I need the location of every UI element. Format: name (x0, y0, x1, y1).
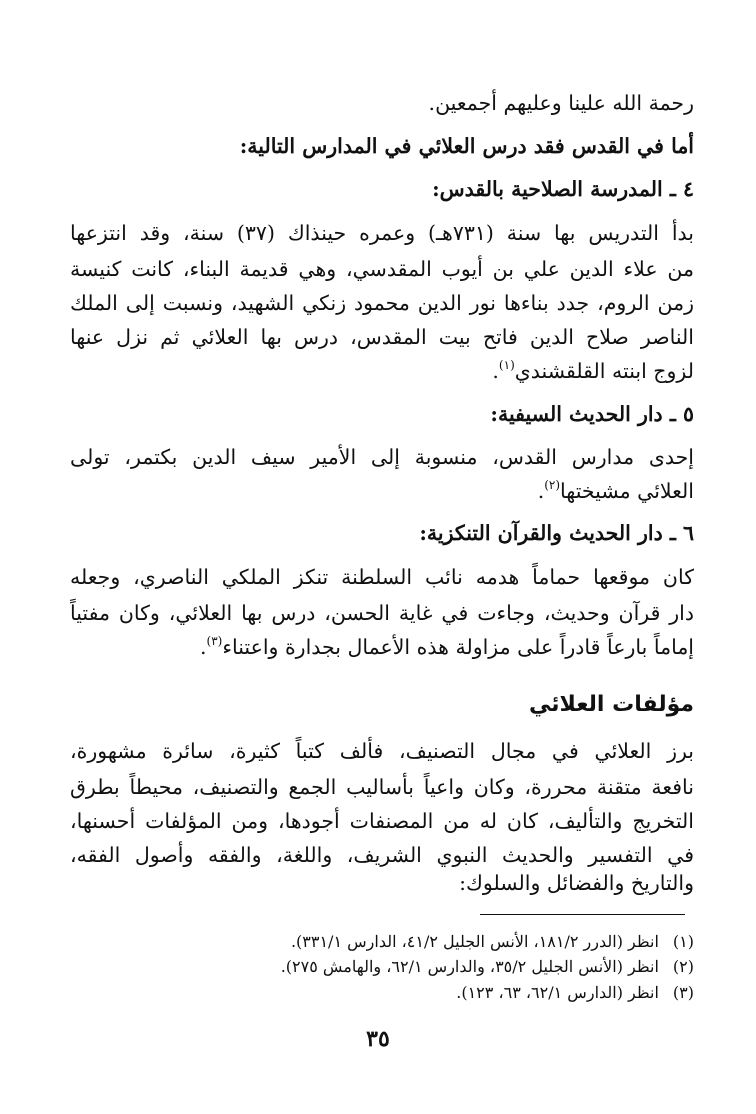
footnote-number: (١) (672, 932, 694, 951)
text-line: من علاء الدين علي بن أيوب المقدسي، وهي قديمة البناء، كانت كنيسة (70, 257, 694, 281)
footnote-ref[interactable]: (٣) (206, 634, 223, 648)
footnote-number: (٢) (672, 957, 694, 976)
text-line: نافعة متقنة محررة، وكان واعياً بأساليب الجمع والتصنيف، محيطاً بطرق (70, 775, 694, 799)
section-6-heading: ٦ ـ دار الحديث والقرآن التنكزية: (419, 521, 694, 545)
footnote-text: انظر (الدرر ١٨١/٢، الأنس الجليل ٤١/٢، الدارس ٣٣١/١). (290, 932, 659, 951)
footnote-ref[interactable]: (١) (498, 358, 515, 372)
footnote (120, 930, 694, 954)
footnote-ref[interactable]: (٢) (544, 478, 561, 492)
section-number: ٤ (682, 177, 694, 201)
text-line: والتاريخ والفضائل والسلوك: (459, 871, 694, 895)
text-line: برز العلائي في مجال التصنيف، فألف كتباً كثيرة، سائرة مشهورة، (70, 739, 694, 763)
text-line (70, 86, 694, 120)
section-number: ٥ (682, 402, 694, 426)
continuation-text: رحمة الله علينا وعليهم أجمعين. (428, 91, 694, 115)
text-line: كان موقعها حماماً هدمه نائب السلطنة تنكز الملكي الناصري، وجعله (70, 565, 694, 589)
text-line: إماماً بارعاً قادراً على مزاولة هذه الأعمال بجدارة واعتناء$^{(٣)}$. (199, 634, 694, 659)
footnote-number: (٣) (672, 983, 694, 1002)
text-line: التخريج والتأليف، كان له من المصنفات أجودها، ومن المؤلفات أحسنها، (70, 809, 694, 833)
section-title: المدرسة الصلاحية بالقدس: (432, 177, 663, 201)
section-5-heading: ٥ ـ دار الحديث السيفية: (490, 402, 694, 426)
section-title: دار الحديث والقرآن التنكزية: (419, 521, 663, 545)
text-line: إحدى مدارس القدس، منسوبة إلى الأمير سيف الدين بكتمر، تولى (70, 445, 694, 469)
text-line: لزوج ابنته القلقشندي$^{(١)}$. (492, 358, 694, 383)
footnote (120, 955, 694, 979)
page-number: ٣٥ (366, 1026, 390, 1052)
section-title: دار الحديث السيفية: (490, 402, 663, 426)
section-4-heading: ٤ ـ المدرسة الصلاحية بالقدس: (432, 177, 694, 201)
section-number: ٦ (682, 521, 694, 545)
text-line: دار قرآن وحديث، وجاءت في غاية الحسن، درس بها العلائي، وكان مفتياً (70, 601, 694, 625)
footnote-text: انظر (الدارس ٦٢/١، ٦٣، ١٢٣). (456, 983, 659, 1002)
text-line: زمن الروم، جدد بناءها نور الدين محمود زنكي الشهيد، ونسبت إلى الملك (70, 291, 694, 315)
text-line: الناصر صلاح الدين فاتح بيت المقدس، درس بها العلائي ثم نزل عنها (70, 325, 694, 349)
text-line: في التفسير والحديث النبوي الشريف، واللغة، والفقه وأصول الفقه، (70, 843, 694, 867)
text-line: بدأ التدريس بها سنة (٧٣١هـ) وعمره حينذاك (٣٧) سنة، وقد انتزعها (70, 221, 694, 245)
footnote (120, 981, 694, 1005)
works-heading: مؤلفات العلائي (529, 692, 694, 717)
intro-line: أما في القدس فقد درس العلائي في المدارس التالية: (239, 134, 694, 158)
text-line: العلائي مشيختها$^{(٢)}$. (537, 478, 694, 503)
footnote-divider (480, 914, 685, 915)
footnote-text: انظر (الأنس الجليل ٣٥/٢، والدارس ٦٢/١، والهامش ٢٧٥). (280, 957, 659, 976)
